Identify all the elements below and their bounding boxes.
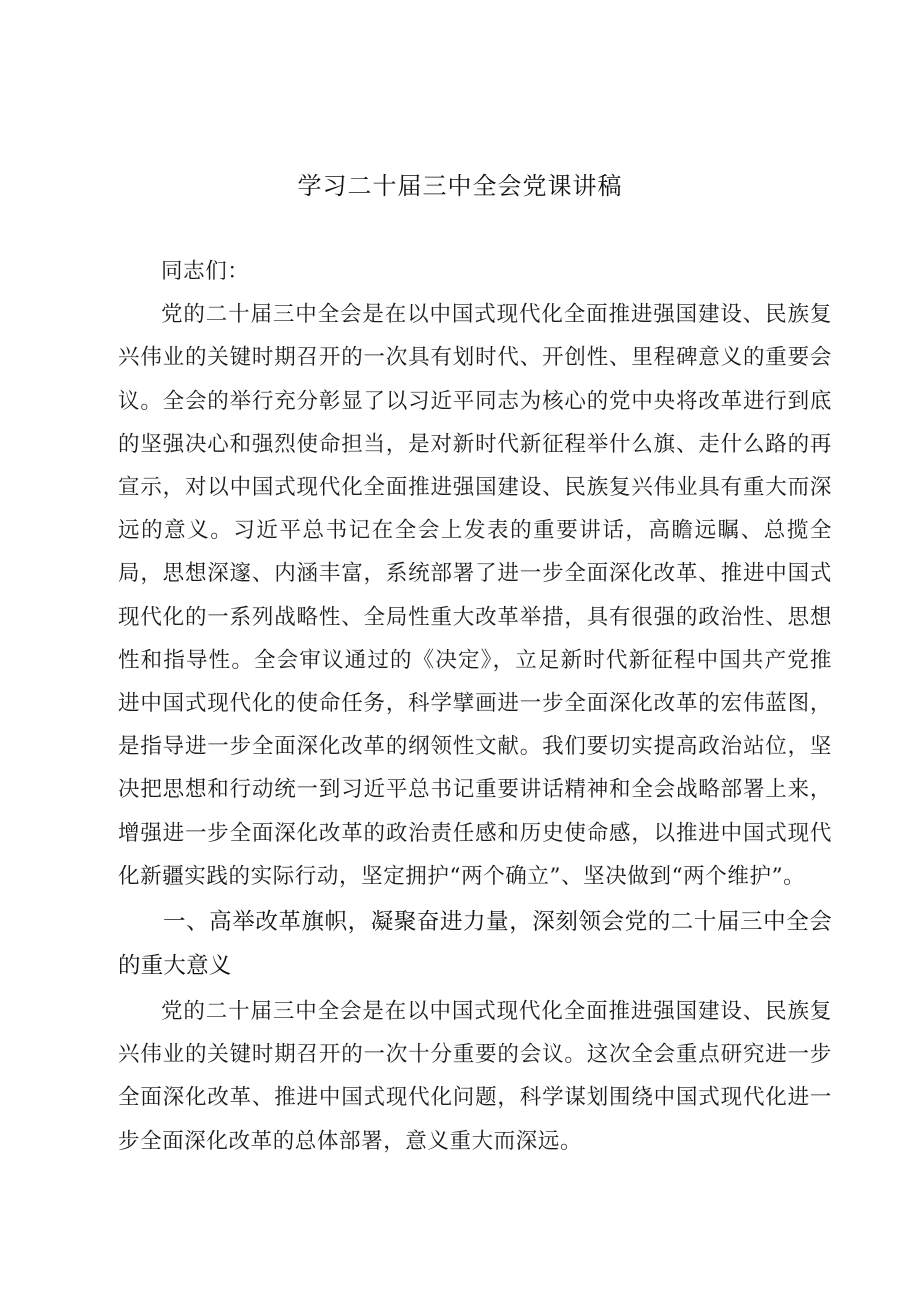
document-body: [118, 250, 832, 1163]
intro-paragraph: 党的二十届三中全会是在以中国式现代化全面推进强国建设、民族复兴伟业的关键时期召开的一次具有划时代、开创性、里程碑意义的重要会议。全会的举行充分彰显了以习近平同志为核心的党中央将改革进行到底的坚强决心和强烈使命担当，是对新时代新征程举什么旗、走什么路的再宣示，对以中国式现代化全面推进强国建设、民族复兴伟业具有重大而深远的意义。习近平总书记在全会上发表的重要讲话，高瞻远瞩、总揽全局，思想深邃、内涵丰富，系统部署了进一步全面深化改革、推进中国式现代化的一系列战略性、全局性重大改革举措，具有很强的政治性、思想性和指导性。全会审议通过的《决定》，立足新时代新征程中国共产党推进中国式现代化的使命任务，科学擘画进一步全面深化改革的宏伟蓝图，是指导进一步全面深化改革的纲领性文献。我们要切实提高政治站位，坚决把思想和行动统一到习近平总书记重要讲话精神和全会战略部署上来，增强进一步全面深化改革的政治责任感和历史使命感，以推进中国式现代化新疆实践的实际行动，坚定拥护“两个确立”、坚决做到“两个维护”。: [118, 302, 832, 889]
salutation: 同志们：: [161, 259, 250, 284]
section-heading: 一、高举改革旗帜，凝聚奋进力量，深刻领会党的二十届三中全会的重大意义: [118, 909, 832, 980]
document-title: 学习二十届三中全会党课讲稿: [297, 172, 623, 200]
section-paragraph: 党的二十届三中全会是在以中国式现代化全面推进强国建设、民族复兴伟业的关键时期召开的一次十分重要的会议。这次全会重点研究进一步全面深化改革、推进中国式现代化问题，科学谋划围绕中国式现代化进一步全面深化改革的总体部署，意义重大而深远。: [118, 999, 832, 1154]
